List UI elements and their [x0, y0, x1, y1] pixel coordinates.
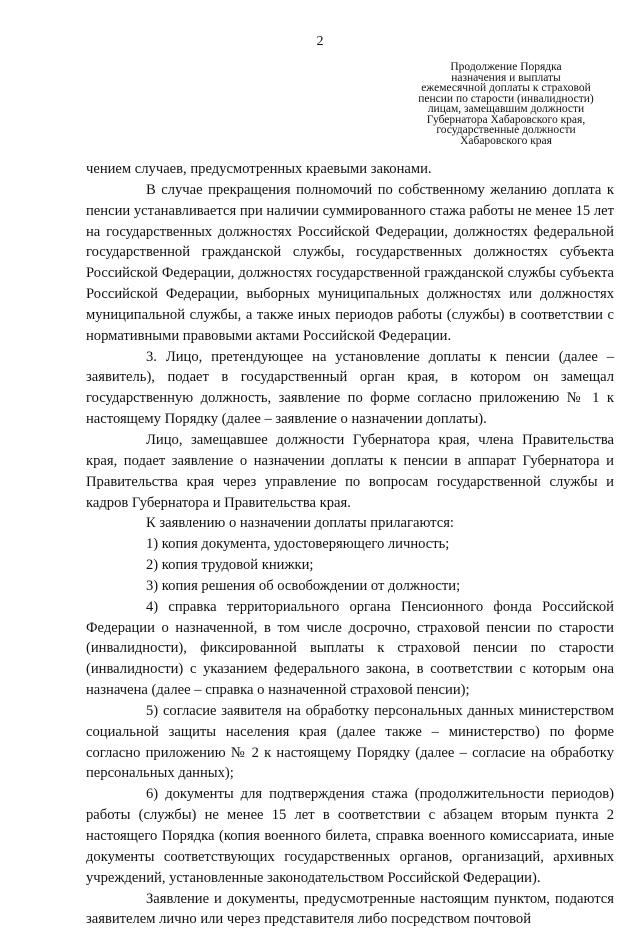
paragraph: К заявлению о назначении доплаты прилагаются:: [146, 515, 454, 532]
paragraph: Заявление и документы, предусмотренные настоящим пунктом, подаются заявителем лично или через представителя либо посредством почтовой: [86, 890, 614, 928]
header-line: Хабаровского края: [460, 134, 552, 147]
header-line: Губернатора Хабаровского края,: [426, 113, 586, 126]
list-item: 1) копия документа, удостоверяющего личность;: [146, 536, 450, 553]
list-item: 4) справка территориального органа Пенсионного фонда Российской Федерации о назначенной, в том числе досрочно, страховой пенсии по старости (инвалидности), фиксированной выплаты к страховой пенсии по старости (инвалидности) с указанием федерального закона, в соответствии с которым она назначена (далее – справка о назначенной страховой пенсии);: [86, 598, 614, 699]
list-item: 2) копия трудовой книжки;: [146, 557, 314, 574]
paragraph: Лицо, замещавшее должности Губернатора края, члена Правительства края, подает заявление о назначении доплаты к пенсии в аппарат Губернатора и Правительства края через управление по вопросам государственной службы и кадров Губернатора и Правительства края.: [86, 431, 614, 511]
header-line: Продолжение Порядка: [450, 61, 562, 73]
header-line: лицам, замещавшим должности: [427, 103, 585, 115]
list-item: 5) согласие заявителя на обработку персональных данных министерством социальной защиты населения края (далее также – министерство) по форме согласно приложению № 2 к настоящему Порядку (далее – согласие на обработку персональных данных);: [86, 702, 614, 782]
document-header: [386, 62, 626, 146]
header-line: назначения и выплаты: [451, 71, 561, 84]
paragraph: чением случаев, предусмотренных краевыми законами.: [86, 161, 432, 177]
document-body: [86, 159, 614, 930]
paragraph: 3. Лицо, претендующее на установление доплаты к пенсии (далее – заявитель), подает в государственный орган края, в котором он замещал государственную должность, заявление по форме согласно приложению № 1 к настоящему Порядку (далее – заявление о назначении доплаты).: [86, 348, 614, 428]
header-line: ежемесячной доплаты к страховой: [421, 82, 591, 94]
page-number: 2: [316, 34, 324, 49]
list-item: 6) документы для подтверждения стажа (продолжительности периодов) работы (службы) не менее 15 лет в соответствии с абзацем вторым пункта 2 настоящего Порядка (копия военного билета, справка военного комиссариата, иные документы соответствующих государственных органов, организаций, архивных учреждений, установленные законодательством Российской Федерации).: [86, 786, 614, 886]
paragraph: В случае прекращения полномочий по собственному желанию доплата к пенсии устанавливается при наличии суммированного стажа работы не менее 15 лет на государственных должностях Российской Федерации, должностях федеральной государственной гражданской службы, государственных должностях субъекта Российской Федерации, должностях государственной гражданской службы субъекта Российской Федерации, выборных муниципальных должностях или должностях муниципальной службы, а также иных периодов работы (службы) в соответствии с нормативными правовыми актами Российской Федерации.: [86, 181, 614, 344]
list-item: 3) копия решения об освобождении от должности;: [146, 577, 461, 594]
header-line: пенсии по старости (инвалидности): [418, 92, 594, 105]
header-line: государственные должности: [436, 124, 576, 136]
